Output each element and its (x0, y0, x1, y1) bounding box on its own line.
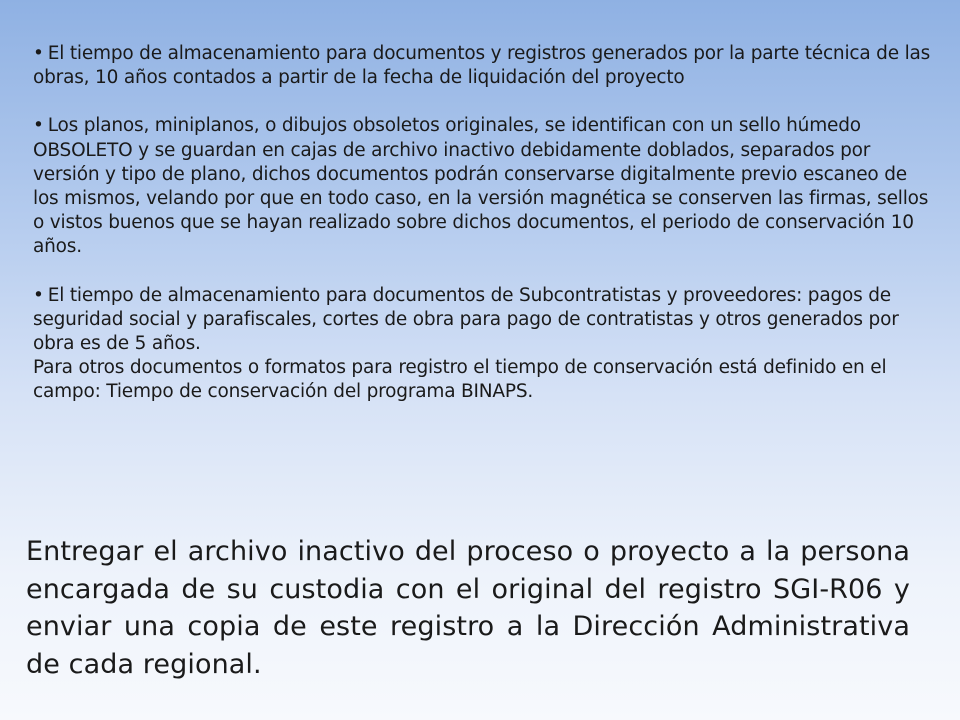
closing-paragraph: Entregar el archivo inactivo del proceso o proyecto a la persona encargada de su custodia con el original del registro SGI-R06 y enviar una copia de este registro a la Dirección Administrativa de cada regional. (26, 536, 910, 680)
bullet-text: El tiempo de almacenamiento para documentos y registros generados por la parte técnica de las obras, 10 años contados a partir de la fecha de liquidación del proyecto (33, 43, 931, 89)
bullet-text: Los planos, miniplanos, o dibujos obsoletos originales, se identifican con un sello húmedo OBSOLETO y se guardan en cajas de archivo inactivo debidamente doblados, separados por versión y tipo de plano, dichos documentos podrán conservarse digitalmente previo escaneo de los mismos, velando por que en todo caso, en la versión magnética se conserven las firmas, sellos o vistos buenos que se hayan realizado sobre dichos documentos, el periodo de conservación 10 años. (33, 115, 929, 258)
bullet-marker: • (33, 43, 44, 64)
bullet-item-storage-technical (33, 42, 933, 90)
bullet-marker: • (33, 115, 44, 137)
bullet-item-obsolete-plans (33, 114, 933, 259)
bullet-marker: • (33, 284, 44, 306)
extra-note: Para otros documentos o formatos para registro el tiempo de conservación está definido en el campo: Tiempo de conservación del programa BINAPS. (33, 357, 887, 403)
bullet-text: El tiempo de almacenamiento para documentos de Subcontratistas y proveedores: pagos de seguridad social y parafiscales, cortes de obra para pago de contratistas y otros generados por obra es de 5 años. (33, 284, 899, 355)
bullet-item-subcontractors (33, 284, 933, 357)
bullet-list (33, 42, 933, 405)
